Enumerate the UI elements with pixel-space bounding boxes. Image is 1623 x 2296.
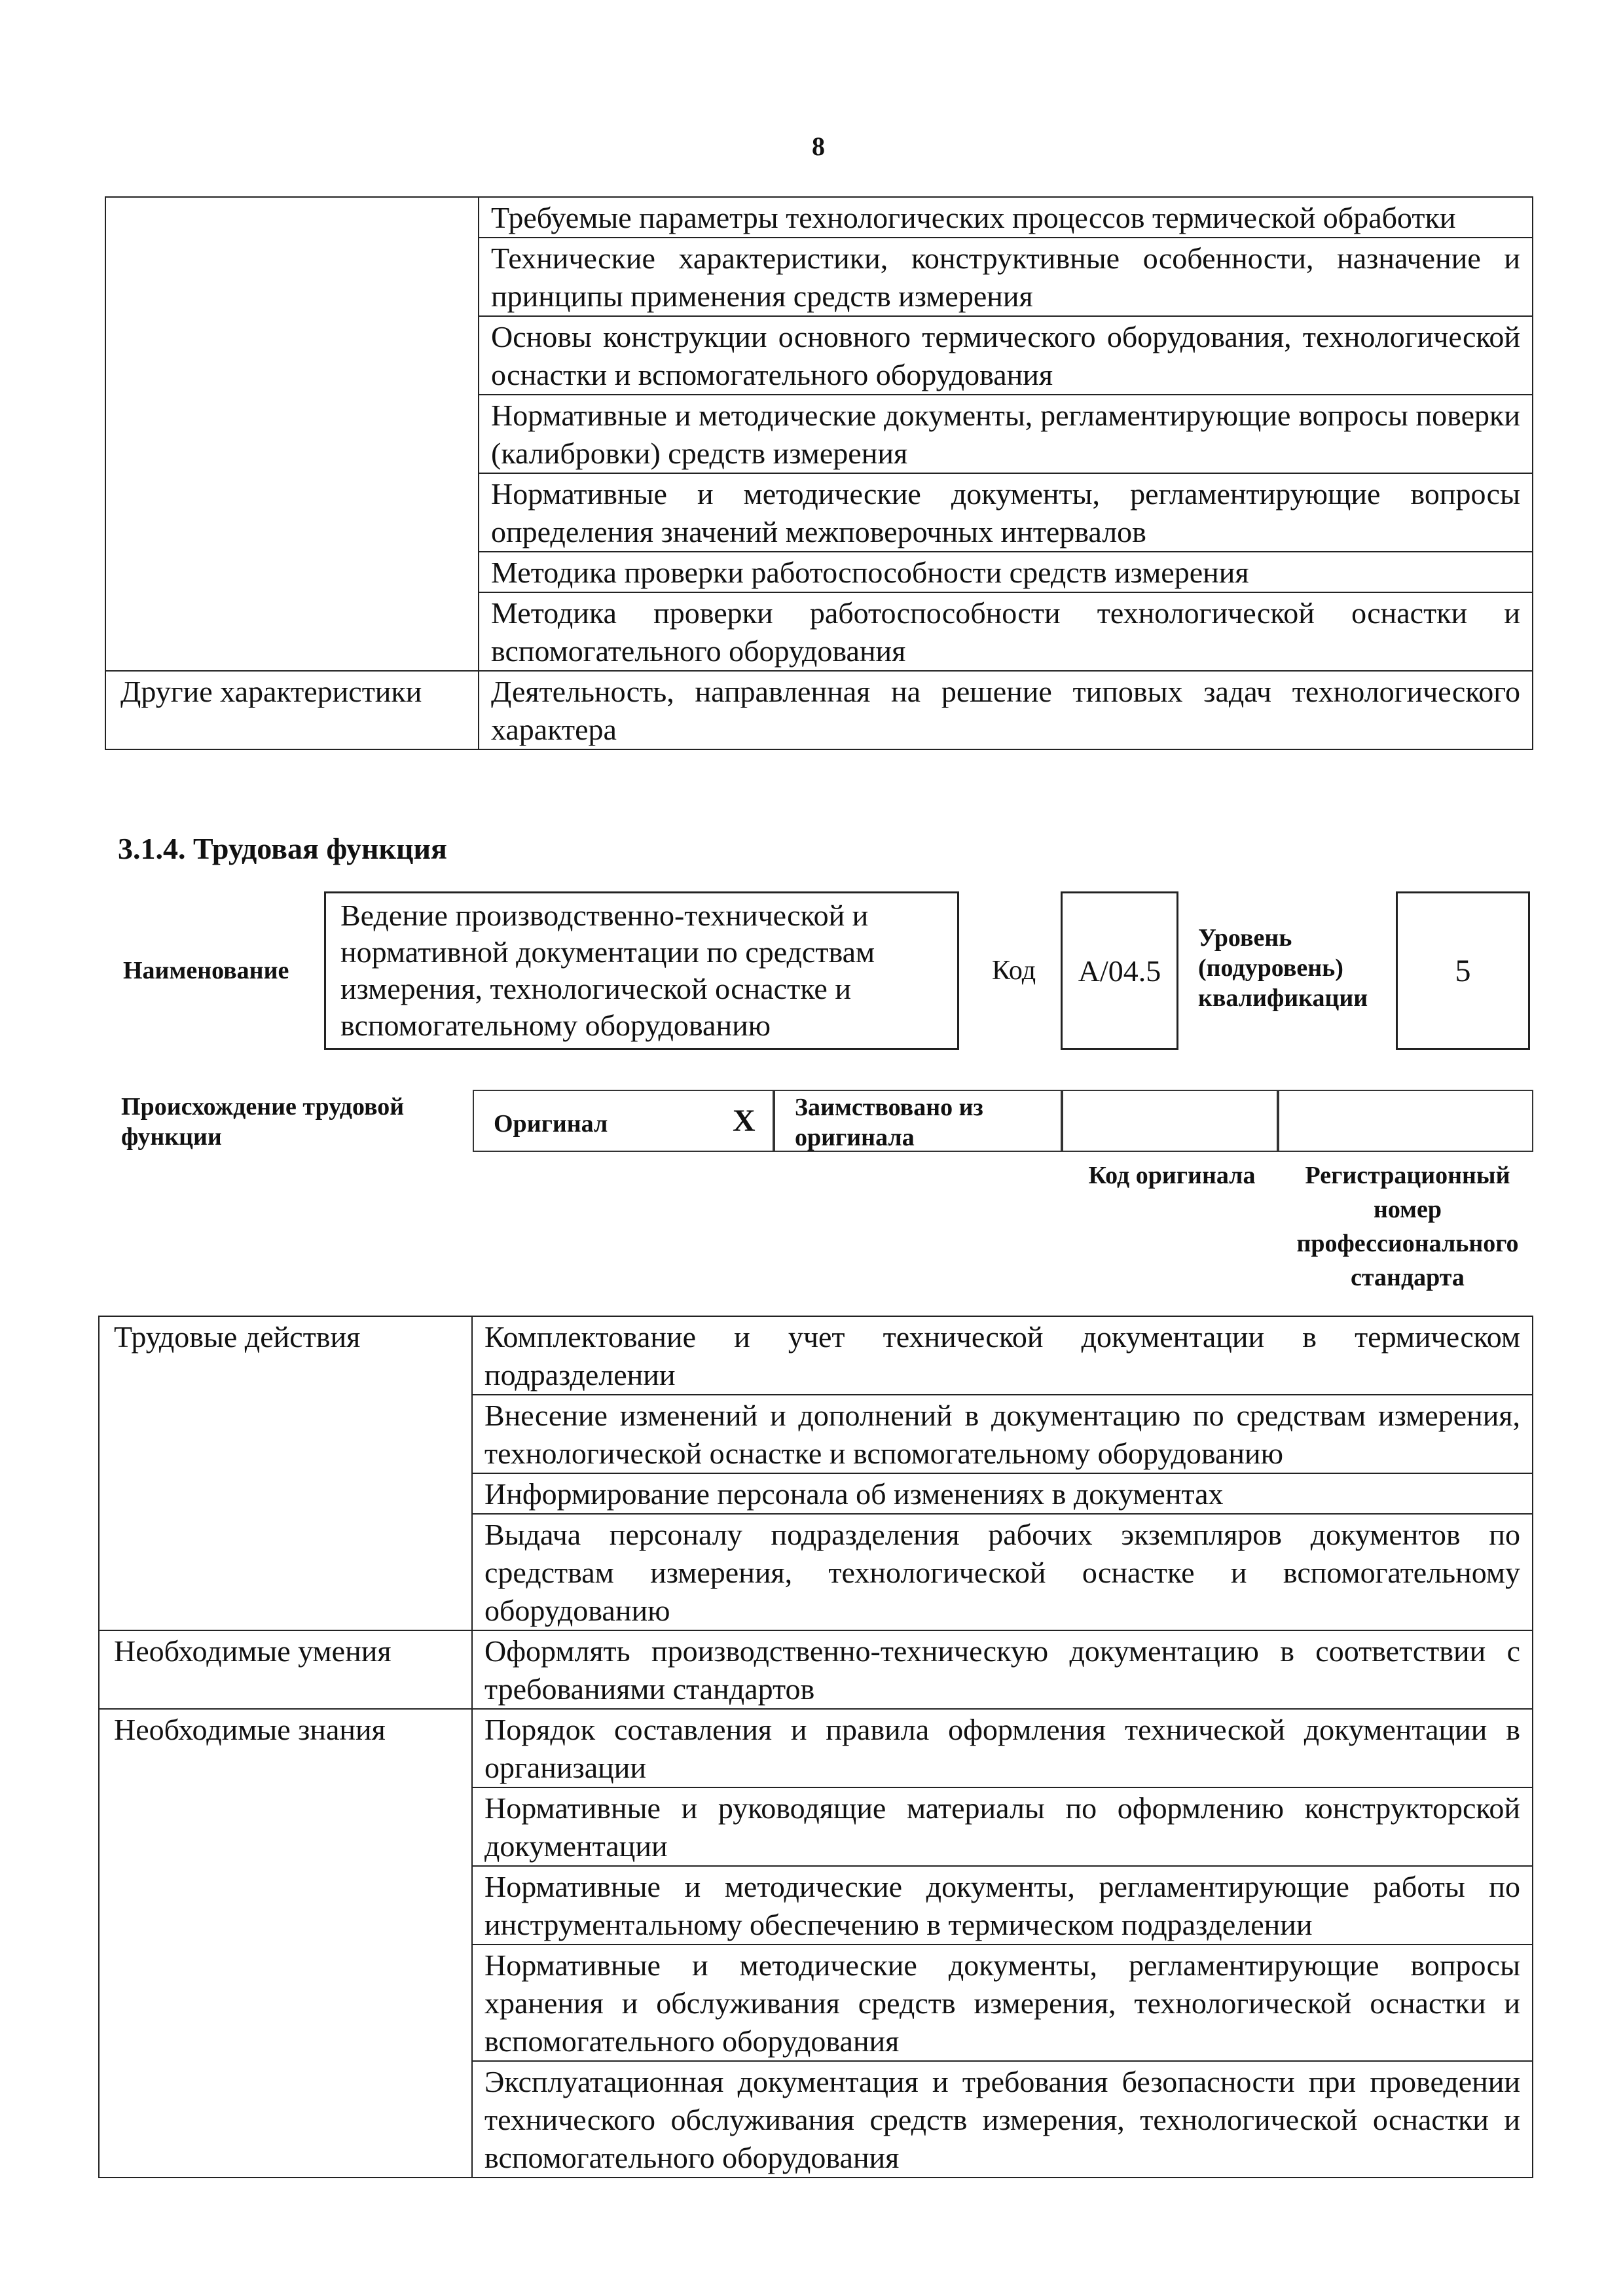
knowledge-item: Методика проверки работоспособности средств измерения	[479, 552, 1533, 592]
code-box	[1061, 891, 1178, 1050]
table-row	[105, 197, 1533, 238]
knowledge-item: Порядок составления и правила оформления технической документации в организации	[472, 1709, 1533, 1787]
reg-number-label: Регистрационный номер профессионального стандарта	[1296, 1162, 1519, 1291]
origin-code-label: Код оригинала	[1088, 1162, 1256, 1189]
level-box	[1396, 891, 1530, 1050]
original-mark: X	[733, 1103, 756, 1138]
labor-action-item: Комплектование и учет технической документации в термическом подразделении	[472, 1316, 1533, 1395]
knowledge-item: Методика проверки работоспособности технологической оснастки и вспомогательного оборудования	[479, 592, 1533, 671]
function-name-box: Ведение производственно-технической и нормативной документации по средствам измерения, технологической оснастке и вспомогательному оборудованию	[324, 891, 959, 1050]
table-row	[99, 1316, 1533, 1395]
original-cell	[473, 1090, 774, 1152]
skills-label: Необходимые умения	[99, 1630, 472, 1709]
code-label: Код	[992, 956, 1036, 986]
skill-item: Оформлять производственно-техническую документацию в соответствии с требованиями стандартов	[472, 1630, 1533, 1709]
other-characteristics-label: Другие характеристики	[105, 671, 479, 749]
labor-action-item: Информирование персонала об изменениях в документах	[472, 1473, 1533, 1514]
labor-function-table	[98, 1316, 1533, 2178]
reg-number-cell	[1278, 1090, 1533, 1152]
page-number: 8	[812, 132, 825, 161]
labor-action-item: Внесение изменений и дополнений в документацию по средствам измерения, технологической оснастке и вспомогательному оборудованию	[472, 1395, 1533, 1473]
continuation-table	[105, 196, 1533, 750]
borrowed-label: Заимствовано из оригинала	[795, 1094, 983, 1151]
level-value: 5	[1455, 953, 1471, 988]
knowledge-item: Основы конструкции основного термического оборудования, технологической оснастки и вспомогательного оборудования	[479, 316, 1533, 395]
knowledge-item: Нормативные и методические документы, регламентирующие вопросы определения значений межповерочных интервалов	[479, 473, 1533, 552]
knowledge-item: Эксплуатационная документация и требования безопасности при проведении технического обслуживания средств измерения, технологической оснастки и вспомогательного оборудования	[472, 2061, 1533, 2178]
code-value: A/04.5	[1078, 954, 1161, 988]
level-label: Уровень (подуровень) квалификации	[1198, 924, 1368, 1012]
knowledge-item: Нормативные и методические документы, регламентирующие вопросы поверки (калибровки) средств измерения	[479, 395, 1533, 473]
other-characteristics-text: Деятельность, направленная на решение типовых задач технологического характера	[479, 671, 1533, 749]
knowledge-item: Нормативные и методические документы, регламентирующие вопросы хранения и обслуживания средств измерения, технологической оснастки и вспомогательного оборудования	[472, 1945, 1533, 2061]
row-label-empty	[105, 197, 479, 671]
origin-code-cell	[1062, 1090, 1278, 1152]
section-heading: 3.1.4. Трудовая функция	[118, 832, 447, 865]
origin-label: Происхождение трудовой функции	[121, 1093, 405, 1151]
labor-actions-label: Трудовые действия	[99, 1316, 472, 1630]
knowledge-label: Необходимые знания	[99, 1709, 472, 2178]
table-row	[105, 671, 1533, 749]
knowledge-item: Нормативные и руководящие материалы по оформлению конструкторской документации	[472, 1787, 1533, 1866]
borrowed-cell	[774, 1090, 1062, 1152]
name-label: Наименование	[123, 957, 289, 984]
knowledge-item: Требуемые параметры технологических процессов термической обработки	[479, 197, 1533, 238]
table-row	[99, 1709, 1533, 1787]
knowledge-item: Нормативные и методические документы, регламентирующие работы по инструментальному обеспечению в термическом подразделении	[472, 1866, 1533, 1945]
table-row	[99, 1630, 1533, 1709]
labor-action-item: Выдача персоналу подразделения рабочих экземпляров документов по средствам измерения, технологической оснастке и вспомогательному оборудованию	[472, 1514, 1533, 1630]
knowledge-item: Технические характеристики, конструктивные особенности, назначение и принципы применения средств измерения	[479, 238, 1533, 316]
original-label: Оригинал	[494, 1110, 608, 1138]
